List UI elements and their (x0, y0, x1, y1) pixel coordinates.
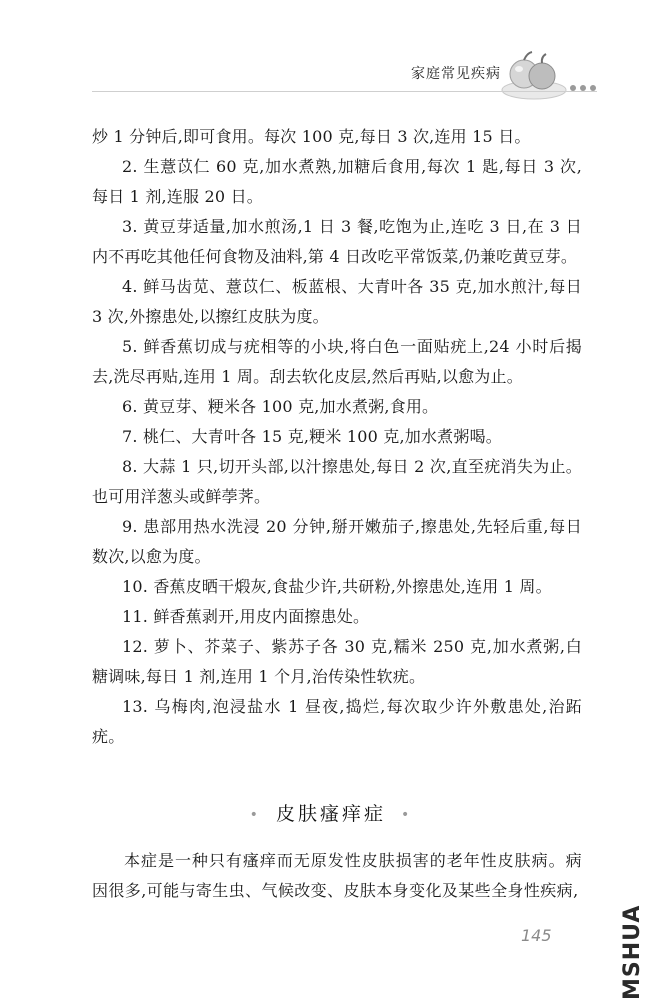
remedy-list (92, 122, 582, 752)
remedy-item: 3. 黄豆芽适量,加水煎汤,1 日 3 餐,吃饱为止,连吃 3 日,在 3 日内不再吃其他任何食物及油料,第 4 日改吃平常饭菜,仍兼吃黄豆芽。 (92, 217, 582, 266)
remedy-item: 10. 香蕉皮晒干煅灰,食盐少许,共研粉,外擦患处,连用 1 周。 (122, 577, 552, 596)
remedy-item: 6. 黄豆芽、粳米各 100 克,加水煮粥,食用。 (122, 397, 439, 416)
section-title (0, 799, 662, 826)
remedy-item: 13. 乌梅肉,泡浸盐水 1 昼夜,捣烂,每次取少许外敷患处,治跖疣。 (92, 697, 582, 746)
remedy-item: 12. 萝卜、芥菜子、紫苏子各 30 克,糯米 250 克,加水煮粥,白糖调味,每日 1 剂,连用 1 个月,治传染性软疣。 (92, 637, 582, 686)
remedy-item: 8. 大蒜 1 只,切开头部,以汁擦患处,每日 2 次,直至疣消失为止。也可用洋葱头或鲜荸荠。 (92, 457, 582, 506)
remedy-item: 7. 桃仁、大青叶各 15 克,粳米 100 克,加水煮粥喝。 (122, 427, 502, 446)
header-title: 家庭常见疾病 (411, 66, 501, 82)
page-header (0, 0, 662, 110)
remedy-item: 11. 鲜香蕉剥开,用皮内面擦患处。 (122, 607, 370, 626)
watermark: MSHUA (620, 904, 645, 1000)
remedy-item: 5. 鲜香蕉切成与疣相等的小块,将白色一面贴疣上,24 小时后揭去,洗尽再贴,连用 1 周。刮去软化皮层,然后再贴,以愈为止。 (92, 337, 582, 386)
apple-plate-icon (500, 48, 570, 100)
section-title-text: 皮肤瘙痒症 (275, 803, 386, 825)
ellipsis-dots-icon (570, 76, 600, 95)
remedy-item: 9. 患部用热水洗浸 20 分钟,掰开嫩茄子,擦患处,先轻后重,每日数次,以愈为度。 (92, 517, 582, 566)
remedy-item: 4. 鲜马齿苋、薏苡仁、板蓝根、大青叶各 35 克,加水煎汁,每日 3 次,外擦患处,以擦红皮肤为度。 (92, 277, 582, 326)
remedy-item: 2. 生薏苡仁 60 克,加水煮熟,加糖后食用,每次 1 匙,每日 3 次,每日 1 剂,连服 20 日。 (92, 157, 582, 206)
header-divider (92, 91, 597, 92)
bullet-dot-icon: • (249, 806, 261, 823)
bullet-dot-icon: • (401, 806, 413, 823)
section-intro: 本症是一种只有瘙痒而无原发性皮肤损害的老年性皮肤病。病因很多,可能与寄生虫、气候改变、皮肤本身变化及某些全身性疾病, (92, 851, 582, 900)
paragraph-continuation: 炒 1 分钟后,即可食用。每次 100 克,每日 3 次,连用 15 日。 (92, 127, 531, 146)
page-number: 145 (521, 926, 552, 945)
